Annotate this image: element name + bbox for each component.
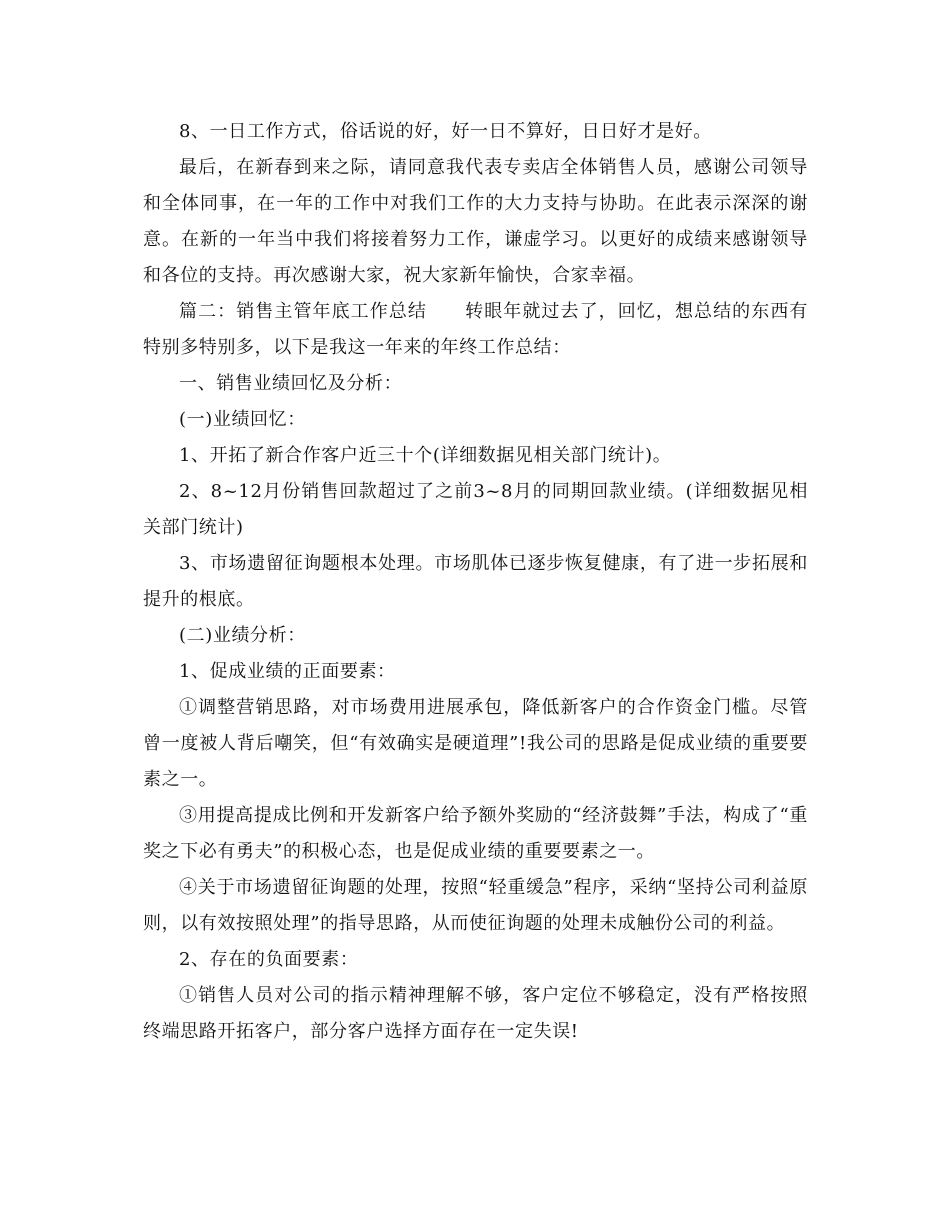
paragraph: 1、开拓了新合作客户近三十个(详细数据见相关部门统计)。	[179, 445, 672, 466]
section-heading: 一、销售业绩回忆及分析：	[179, 373, 403, 394]
paragraph: ④关于市场遗留征询题的处理，按照“轻重缓急”程序，采纳“坚持公司利益原则，以有效按照处理”的指导思路，从而使征询题的处理未成触份公司的利益。	[143, 877, 808, 934]
list-heading: 2、存在的负面要素：	[179, 949, 359, 970]
paragraph: 最后，在新春到来之际，请同意我代表专卖店全体销售人员，感谢公司领导和全体同事，在一年的工作中对我们工作的大力支持与协助。在此表示深深的谢意。在新的一年当中我们将接着努力工作，谦虚学习。以更好的成绩来感谢领导和各位的支持。再次感谢大家，祝大家新年愉快，合家幸福。	[143, 157, 808, 286]
paragraph: ①销售人员对公司的指示精神理解不够，客户定位不够稳定，没有严格按照终端思路开拓客户，部分客户选择方面存在一定失误!	[143, 985, 808, 1042]
paragraph: 篇二：销售主管年底工作总结 转眼年就过去了，回忆，想总结的东西有特别多特别多，以下是我这一年来的年终工作总结：	[143, 301, 808, 358]
subsection-heading: (二)业绩分析：	[179, 625, 306, 646]
paragraph: 3、市场遗留征询题根本处理。市场肌体已逐步恢复健康，有了进一步拓展和提升的根底。	[143, 553, 808, 610]
paragraph: 2、8~12月份销售回款超过了之前3~8月的同期回款业绩。(详细数据见相关部门统计)	[143, 481, 808, 538]
document-body	[143, 114, 808, 1050]
subsection-heading: (一)业绩回忆：	[179, 409, 306, 430]
paragraph: ①调整营销思路，对市场费用进展承包，降低新客户的合作资金门槛。尽管曾一度被人背后嘲笑，但“有效确实是硬道理”!我公司的思路是促成业绩的重要要素之一。	[143, 697, 808, 790]
paragraph: ③用提高提成比例和开发新客户给予额外奖励的“经济鼓舞”手法，构成了“重奖之下必有勇夫”的积极心态，也是促成业绩的重要要素之一。	[143, 805, 808, 862]
paragraph: 8、一日工作方式，俗话说的好，好一日不算好，日日好才是好。	[179, 121, 712, 142]
list-heading: 1、促成业绩的正面要素：	[179, 661, 396, 682]
